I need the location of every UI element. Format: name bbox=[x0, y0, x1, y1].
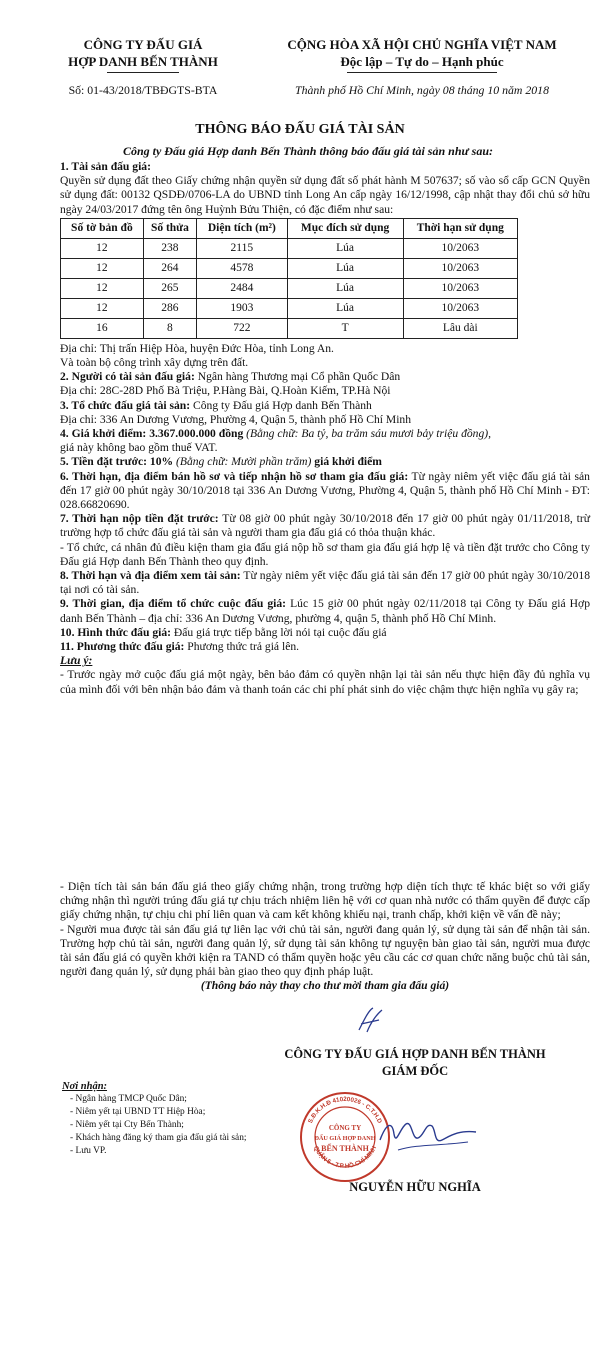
place-date: Thành phố Hồ Chí Minh, ngày 08 tháng 10 năm 2018 bbox=[295, 83, 549, 97]
table-cell: 10/2063 bbox=[403, 258, 517, 278]
section-9-label: 9. Thời gian, địa điểm tổ chức cuộc đấu giá: bbox=[60, 597, 287, 611]
table-cell: 286 bbox=[143, 298, 196, 318]
document-number: Số: 01-43/2018/TBĐGTS-BTA bbox=[68, 83, 218, 97]
section-5-tail: giá khởi điểm bbox=[311, 455, 382, 469]
table-cell: T bbox=[287, 318, 403, 338]
stamp-center-1: CÔNG TY bbox=[328, 1124, 362, 1132]
section-4-words: (Bằng chữ: Ba tỷ, ba trăm sáu mươi bảy triệu đồng), bbox=[243, 427, 492, 441]
asset-address: Địa chỉ: Thị trấn Hiệp Hòa, huyện Đức Hòa, tỉnh Long An. bbox=[60, 341, 334, 355]
list-item: - Ngân hàng TMCP Quốc Dân; bbox=[70, 1093, 262, 1106]
document-title: THÔNG BÁO ĐẤU GIÁ TÀI SẢN bbox=[195, 122, 405, 137]
section-8-text: Từ ngày niêm yết việc đấu giá tài sản đến 17 giờ 00 phút ngày 30/10/2018 tại nơi có tài sản. bbox=[60, 569, 590, 597]
asset-works: Và toàn bộ công trình xây dựng trên đất. bbox=[60, 356, 249, 370]
section-4-label: 4. Giá khởi điểm: 3.367.000.000 đồng bbox=[60, 427, 244, 441]
section-3-address: Địa chỉ: 336 An Dương Vương, Phường 4, Quận 5, thành phố Hồ Chí Minh bbox=[60, 412, 412, 426]
issuer-underline bbox=[107, 72, 179, 73]
section-6-text: Từ ngày niêm yết việc đấu giá tài sản đến 17 giờ 00 phút ngày 30/10/2018 tại 336 An Dương Vương, Phường 4, Quận 5, thành phố Hồ Chí Minh - ĐT: 028.66820690. bbox=[60, 469, 590, 512]
col-area: Diện tích (m²) bbox=[197, 218, 288, 238]
note-3: - Người mua được tài sản đấu giá tự liên lạc với chủ tài sản, người đang quản lý, sử dụng tài sản để nhận tài sản. Trường hợp chủ tài sản, người đang quản lý, sử dụng tài sản không tự nguyện bàn giao tài sản, người mua được tài sản đấu giá có quyền khởi kiện ra TAND có thẩm quyền hoặc yêu cầu các cơ quan chức năng buộc chủ tài sản, người đang quản lý, sử dụng phải bàn giao theo quy định pháp luật. bbox=[60, 922, 590, 979]
table-cell: 12 bbox=[61, 298, 144, 318]
table-cell: 12 bbox=[61, 258, 144, 278]
table-cell: 4578 bbox=[197, 258, 288, 278]
svg-text:S.Đ.K.H.Đ 41020026 - C.T.H.D bbox=[307, 1096, 383, 1125]
land-lots-table bbox=[60, 218, 518, 339]
col-parcel: Số thửa bbox=[143, 218, 196, 238]
motto-underline bbox=[347, 72, 497, 73]
section-10-text: Đấu giá trực tiếp bằng lời nói tại cuộc đấu giá bbox=[171, 625, 387, 639]
recipients-block bbox=[62, 1080, 262, 1158]
section-11-label: 11. Phương thức đấu giá: bbox=[60, 640, 185, 654]
table-cell: 10/2063 bbox=[403, 298, 517, 318]
section-7-label: 7. Thời hạn nộp tiền đặt trước: bbox=[60, 512, 219, 526]
section-2-address: Địa chỉ: 28C-28D Phố Bà Triệu, P.Hàng Bài, Q.Hoàn Kiếm, TP.Hà Nội bbox=[60, 384, 391, 398]
table-cell: 8 bbox=[143, 318, 196, 338]
recipients-list bbox=[62, 1093, 262, 1158]
section-10-label: 10. Hình thức đấu giá: bbox=[60, 625, 172, 639]
closing-line: (Thông báo này thay cho thư mời tham gia đấu giá) bbox=[200, 979, 450, 993]
signer-name: NGUYỄN HỮU NGHĨA bbox=[349, 1180, 481, 1194]
signer-organization: CÔNG TY ĐẤU GIÁ HỢP DANH BẾN THÀNH bbox=[284, 1047, 546, 1061]
table-cell: 10/2063 bbox=[403, 278, 517, 298]
note-2: - Diện tích tài sản bán đấu giá theo giấy chứng nhận, trong trường hợp diện tích thực tế khác biệt so với giấy chứng nhận thì người trúng đấu giá tự chịu trách nhiệm liên hệ với cơ quan nhà nước có thẩm quyền để được cấp giấy chứng nhận, tự chịu chi phí liên quan và cam kết không khiếu nại, tranh chấp, khởi kiện về vấn đề này; bbox=[60, 880, 590, 922]
stamp-ring-bottom: QUẬN 5 - T.P HỒ CHÍ MINH bbox=[311, 1144, 379, 1170]
list-item: - Niêm yết tại UBND TT Hiệp Hòa; bbox=[70, 1106, 262, 1119]
table-row bbox=[61, 318, 518, 338]
table-cell: 12 bbox=[61, 278, 144, 298]
handwritten-signature bbox=[378, 1110, 488, 1160]
intro-line: Công ty Đấu giá Hợp danh Bến Thành thông báo đấu giá tài sản như sau: bbox=[122, 144, 494, 158]
col-term: Thời hạn sử dụng bbox=[403, 218, 517, 238]
table-cell: 722 bbox=[197, 318, 288, 338]
table-cell: 238 bbox=[143, 238, 196, 258]
section-7-text: Từ 08 giờ 00 phút ngày 30/10/2018 đến 17 giờ 00 phút ngày 01/11/2018, trừ trường hợp tổ chức đấu giá tài sản và người tham gia đấu giá có thỏa thuận khác. bbox=[60, 512, 590, 540]
section-1-text: Quyền sử dụng đất theo Giấy chứng nhận quyền sử dụng đất số phát hành M 507637; số vào sổ cấp GCN Quyền sử dụng đất: 00132 QSDĐ/0706-LA do UBND tỉnh Long An cấp ngày 16/12/1998, cập nhật thay đổi chủ sở hữu ngày 24/03/2017 đứng tên ông Huỳnh Bửu Thiện, có đặc điểm như sau: bbox=[60, 174, 590, 216]
signer-title: GIÁM ĐỐC bbox=[381, 1064, 449, 1078]
table-cell: 2484 bbox=[197, 278, 288, 298]
table-row bbox=[61, 238, 518, 258]
table-cell: Lúa bbox=[287, 298, 403, 318]
section-4-vat: giá này không bao gồm thuế VAT. bbox=[60, 441, 218, 455]
section-8-label: 8. Thời hạn và địa điểm xem tài sản: bbox=[60, 569, 241, 583]
section-5-label: 5. Tiền đặt trước: 10% bbox=[60, 455, 174, 469]
section-2-label: 2. Người có tài sản đấu giá: bbox=[60, 370, 195, 384]
issuer-name-line1: CÔNG TY ĐẤU GIÁ bbox=[83, 37, 203, 52]
table-cell: Lâu dài bbox=[403, 318, 517, 338]
table-header-row bbox=[61, 218, 518, 238]
signature-block bbox=[240, 1047, 590, 1079]
table-cell: 10/2063 bbox=[403, 238, 517, 258]
stamp-center-3: BẾN THÀNH bbox=[321, 1144, 369, 1153]
section-1-label: 1. Tài sản đấu giá: bbox=[60, 160, 151, 173]
initials-mark bbox=[355, 1006, 385, 1034]
notes-continued bbox=[60, 880, 590, 994]
table-cell: Lúa bbox=[287, 278, 403, 298]
stamp-ring-text: S.Đ.K.H.Đ 41020026 - C.T.H.D bbox=[306, 1096, 384, 1125]
stamp-center-2: ĐẤU GIÁ HỢP DANH bbox=[314, 1135, 376, 1142]
national-header bbox=[262, 36, 582, 98]
table-cell: Lúa bbox=[287, 238, 403, 258]
table-cell: Lúa bbox=[287, 258, 403, 278]
list-item: - Lưu VP. bbox=[70, 1145, 262, 1158]
table-row bbox=[61, 298, 518, 318]
section-7-note: - Tổ chức, cá nhân đủ điều kiện tham gia đấu giá nộp hồ sơ tham gia đấu giá hợp lệ và tiền đặt trước cho Công ty Đấu giá Hợp danh Bến Thành theo quy định. bbox=[60, 540, 590, 568]
table-row bbox=[61, 278, 518, 298]
national-motto: Độc lập – Tự do – Hạnh phúc bbox=[340, 54, 504, 69]
nation-title: CỘNG HÒA XÃ HỘI CHỦ NGHĨA VIỆT NAM bbox=[287, 37, 557, 52]
table-row bbox=[61, 258, 518, 278]
col-map-sheet: Số tờ bản đồ bbox=[61, 218, 144, 238]
section-9-text: Lúc 15 giờ 00 phút ngày 02/11/2018 tại Công ty Đấu giá Hợp danh Bến Thành – địa chỉ: 336 An Dương Vương, phường 4, quận 5, thành phố Hồ Chí Minh. bbox=[60, 597, 590, 625]
table-cell: 12 bbox=[61, 238, 144, 258]
table-cell: 2115 bbox=[197, 238, 288, 258]
section-3-label: 3. Tổ chức đấu giá tài sản: bbox=[60, 398, 191, 412]
notice-body bbox=[60, 160, 590, 697]
table-cell: 265 bbox=[143, 278, 196, 298]
note-label: Lưu ý: bbox=[60, 654, 93, 668]
section-3-text: Công ty Đấu giá Hợp danh Bến Thành bbox=[190, 398, 372, 412]
section-11-text: Phương thức trả giá lên. bbox=[184, 640, 300, 654]
section-5-words: (Bằng chữ: Mười phần trăm) bbox=[173, 455, 312, 469]
section-6-label: 6. Thời hạn, địa điểm bán hồ sơ và tiếp nhận hồ sơ tham gia đấu giá: bbox=[60, 469, 409, 483]
issuer-name-line2: HỢP DANH BẾN THÀNH bbox=[68, 54, 218, 69]
table-cell: 1903 bbox=[197, 298, 288, 318]
list-item: - Khách hàng đăng ký tham gia đấu giá tài sản; bbox=[70, 1132, 262, 1145]
list-item: - Niêm yết tại Cty Bến Thành; bbox=[70, 1119, 262, 1132]
table-cell: 264 bbox=[143, 258, 196, 278]
section-2-text: Ngân hàng Thương mại Cổ phần Quốc Dân bbox=[194, 370, 401, 384]
recipients-label: Nơi nhận: bbox=[62, 1081, 108, 1092]
note-1: - Trước ngày mở cuộc đấu giá một ngày, bên bảo đảm có quyền nhận lại tài sản nếu thực hiện đầy đủ nghĩa vụ của mình đối với bên nhận bảo đảm và thanh toán các chi phí phát sinh do việc chậm thực hiện nghĩa vụ gây ra; bbox=[60, 668, 590, 696]
table-cell: 16 bbox=[61, 318, 144, 338]
issuer-header bbox=[28, 36, 258, 98]
col-purpose: Mục đích sử dụng bbox=[287, 218, 403, 238]
